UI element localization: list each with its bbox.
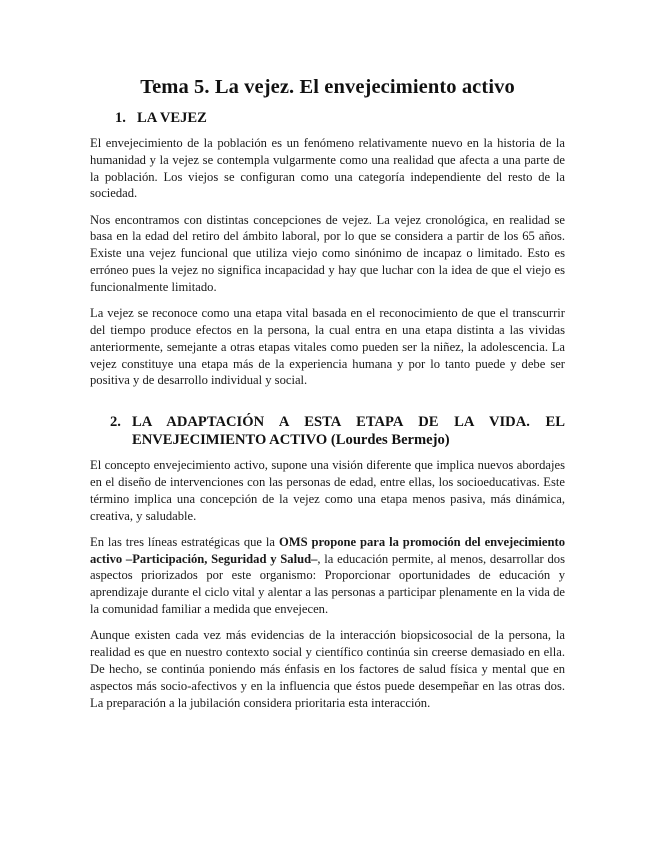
section-heading-1 — [115, 109, 565, 127]
section-number-2: 2. — [110, 414, 121, 431]
paragraph-6: Aunque existen cada vez más evidencias de la interacción biopsicosocial de la persona, la realidad es que en nuestro contexto social y científico continúa sin creerse demasiado en ella. De hecho, se continúa poniendo más énfasis en los factores de salud física y mental que en aspectos más socio-afectivos y en la influencia que éstos puede desempeñar en las otras dos. La preparación a la jubilación considera prioritaria esta interacción. — [90, 628, 565, 710]
paragraph-5 — [90, 534, 565, 618]
document-content — [90, 76, 565, 721]
page-title: Tema 5. La vejez. El envejecimiento activo — [140, 76, 515, 98]
paragraph-3: La vejez se reconoce como una etapa vital basada en el reconocimiento de que el transcurrir del tiempo produce efectos en la persona, la cual entra en una etapa distinta a las vividas anteriormente, semejante a otras etapas vitales como pueden ser la niñez, la adolescencia. La vejez constituye una etapa más de la experiencia humana y por lo tanto puede y debe ser positiva y de desarrollo individual y social. — [90, 306, 565, 388]
paragraph-5-bold-text: OMS propone para la promoción del envejecimiento activo –Participación, Seguridad y Salud– — [90, 534, 565, 566]
paragraph-5-text-end: , la educación permite, al menos, desarrollar dos aspectos priorizados por este organismo: Proporcionar oportunidades de educación y aprendizaje durante el ciclo vital y alentar a las personas a participar plenamente en la vida de la comunidad familiar a medida que envejecen. — [90, 551, 565, 617]
paragraph-4: El concepto envejecimiento activo, supone una visión diferente que implica nuevos abordajes en el diseño de intervenciones con las personas de edad, entre ellas, los socioeducativas. Este término implica una concepción de la vejez como una etapa menos pasiva, más dinámica, creativa, y saludable. — [90, 458, 565, 523]
section-heading-2 — [110, 413, 565, 449]
section-title-2: LA ADAPTACIÓN A ESTA ETAPA DE LA VIDA. EL ENVEJECIMIENTO ACTIVO (Lourdes Bermejo) — [132, 414, 565, 449]
section-title-1: LA VEJEZ — [137, 110, 207, 126]
section-number-1: 1. — [115, 110, 126, 126]
paragraph-5-text-start: En las tres líneas estratégicas que la — [90, 534, 279, 549]
paragraph-1: El envejecimiento de la población es un fenómeno relativamente nuevo en la historia de la humanidad y la vejez se contempla vulgarmente como una realidad que afecta a una parte de la población. Los viejos se configuran como una categoría independiente del resto de la sociedad. — [90, 136, 565, 201]
paragraph-2: Nos encontramos con distintas concepciones de vejez. La vejez cronológica, en realidad se basa en la edad del retiro del ámbito laboral, por lo que se considera a partir de los 65 años. Existe una vejez funcional que utiliza viejo como sinónimo de incapaz o limitado. Esto es erróneo pues la vejez no significa incapacidad y hay que luchar con la idea de que el viejo es funcionalmente limitado. — [90, 212, 565, 294]
